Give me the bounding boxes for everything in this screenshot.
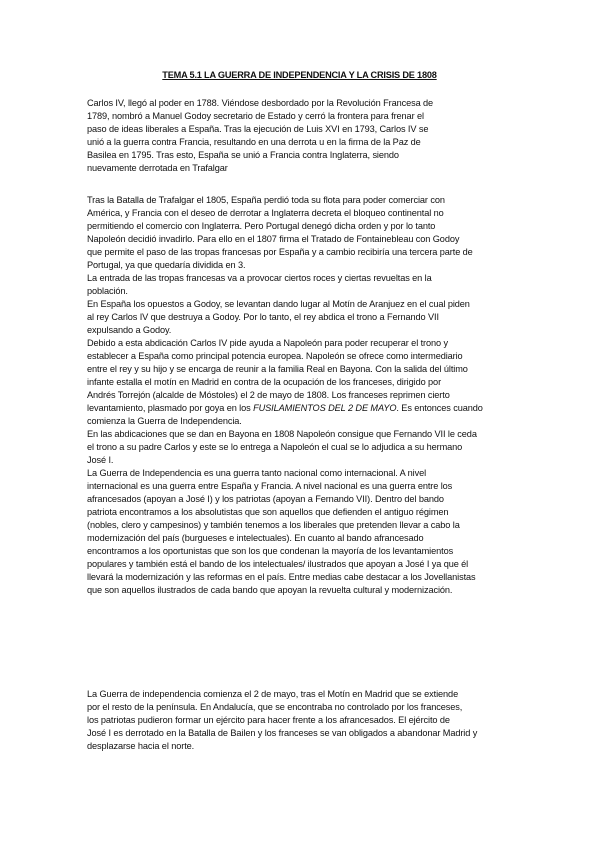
text-line: 1789, nombró a Manuel Godoy secretario de Estado y cerró la frontera para frenar el (87, 111, 424, 121)
text-line: (nobles, clero y campesinos) y también tenemos a los liberales que pretenden llevar a cabo la (87, 520, 460, 530)
text-line: Carlos IV, llegó al poder en 1788. Viéndose desbordado por la Revolución Francesa de (87, 98, 434, 108)
text-line: permitiendo el comercio con Inglaterra. Pero Portugal denegó dicha orden y por lo tanto (87, 221, 436, 231)
document-title: TEMA 5.1 LA GUERRA DE INDEPENDENCIA Y LA CRISIS DE 1808 (162, 70, 437, 80)
text-line: Napoleón decidió invadirlo. Para ello en el 1807 firma el Tratado de Fontainebleau con Godoy (87, 234, 460, 244)
text-line: afrancesados (apoyan a José I) y los patriotas (apoyan a Fernando VII). Dentro del bando (87, 494, 444, 504)
text-line: población. (87, 286, 128, 296)
text-line: el trono a su padre Carlos y este se lo entrega a Napoleón el cual se lo adjudica a su hermano (87, 442, 463, 452)
main-body (87, 194, 527, 597)
text-segment: levantamiento, plasmado por goya en los (87, 403, 254, 413)
text-line: comienza la Guerra de Independencia. (87, 416, 242, 426)
intro-paragraph (87, 97, 527, 175)
text-segment: . Es entonces cuando (396, 403, 483, 413)
closing-paragraph (87, 688, 527, 753)
text-line: que son aquellos ilustrados de cada bando que apoyan la revuelta cultural y modernización. (87, 585, 453, 595)
text-line: nuevamente derrotada en Trafalgar (87, 163, 228, 173)
text-line: En las abdicaciones que se dan en Bayona en 1808 Napoleón consigue que Fernando VII le ceda (87, 429, 477, 439)
text-line: modernización del país (burgueses e intelectuales). En cuanto al bando afrancesado (87, 533, 424, 543)
text-line: que permite el paso de las tropas francesas por España y a cambio recibiría una tercera parte de (87, 247, 473, 257)
paragraph-bayona (87, 428, 527, 467)
text-line: La Guerra de independencia comienza el 2 de mayo, tras el Motín en Madrid que se extiende (87, 689, 459, 699)
text-line: encontramos a los oportunistas que son los que condenan la mayoría de los levantamientos (87, 546, 454, 556)
text-line: llevará la modernización y las reformas en el país. Entre medias cabe destacar a los Jovellanistas (87, 572, 476, 582)
text-line: La entrada de las tropas francesas va a provocar ciertos roces y ciertas revueltas en la (87, 273, 432, 283)
text-line: paso de ideas liberales a España. Tras la ejecución de Luis XVI en 1793, Carlos IV se (87, 124, 429, 134)
text-line: los patriotas pudieron formar un ejército para hacer frente a los afrancesados. El ejército de (87, 715, 450, 725)
text-line: populares y también está el bando de los intelectuales/ ilustrados que apoyan a José I ya que él (87, 559, 469, 569)
paragraph-trafalgar (87, 194, 527, 272)
text-line: al rey Carlos IV que destruya a Godoy. Por lo tanto, el rey abdica el trono a Fernando VII (87, 312, 439, 322)
text-line: José I es derrotado en la Batalla de Bailen y los franceses se van obligados a abandonar Madrid y (87, 728, 478, 738)
text-line: América, y Francia con el deseo de derrotar a Inglaterra decreta el bloqueo continental no (87, 208, 444, 218)
paragraph-guerra (87, 467, 527, 597)
text-line: Debido a esta abdicación Carlos IV pide ayuda a Napoleón para poder recuperar el trono y (87, 338, 448, 348)
text-line: por el resto de la península. En Andalucía, que se encontraba no controlado por los franceses, (87, 702, 463, 712)
paragraph-abdicacion (87, 337, 527, 428)
text-line: José I. (87, 455, 114, 465)
text-line-with-italic (87, 402, 527, 415)
text-line: entre el rey y su hijo y se encarga de reunir a la familia Real en Bayona. Con la salida del último (87, 364, 468, 374)
text-line: internacional es una guerra entre España y Francia. A nivel nacional es una guerra entre los (87, 481, 453, 491)
text-line: Portugal, ya que quedaría dividida en 3. (87, 260, 246, 270)
text-line: infante estalla el motín en Madrid en contra de la ocupación de los franceses, dirigido por (87, 377, 442, 387)
paragraph-entrada (87, 272, 527, 298)
painting-title: FUSILAMIENTOS DEL 2 DE MAYO (253, 403, 397, 413)
text-line: Andrés Torrejón (alcalde de Móstoles) el 2 de mayo de 1808. Los franceses reprimen cierto (87, 390, 450, 400)
text-line: Basilea en 1795. Tras esto, España se unió a Francia contra Inglaterra, siendo (87, 150, 399, 160)
paragraph-aranjuez (87, 298, 527, 337)
text-line: patriota encontramos a los absolutistas que son aquellos que defienden el antiguo régimen (87, 507, 449, 517)
text-line: expulsando a Godoy. (87, 325, 172, 335)
text-line: La Guerra de Independencia es una guerra tanto nacional como internacional. A nivel (87, 468, 427, 478)
text-line: En España los opuestos a Godoy, se levantan dando lugar al Motín de Aranjuez en el cual piden (87, 299, 470, 309)
text-line: unió a la guerra contra Francia, resultando en una derrota u en la firma de la Paz de (87, 137, 421, 147)
text-line: desplazarse hacia el norte. (87, 741, 195, 751)
text-line: establecer a España como principal potencia europea. Napoleón se ofrece como intermediario (87, 351, 463, 361)
text-line: Tras la Batalla de Trafalgar el 1805, España perdió toda su flota para poder comerciar con (87, 195, 445, 205)
